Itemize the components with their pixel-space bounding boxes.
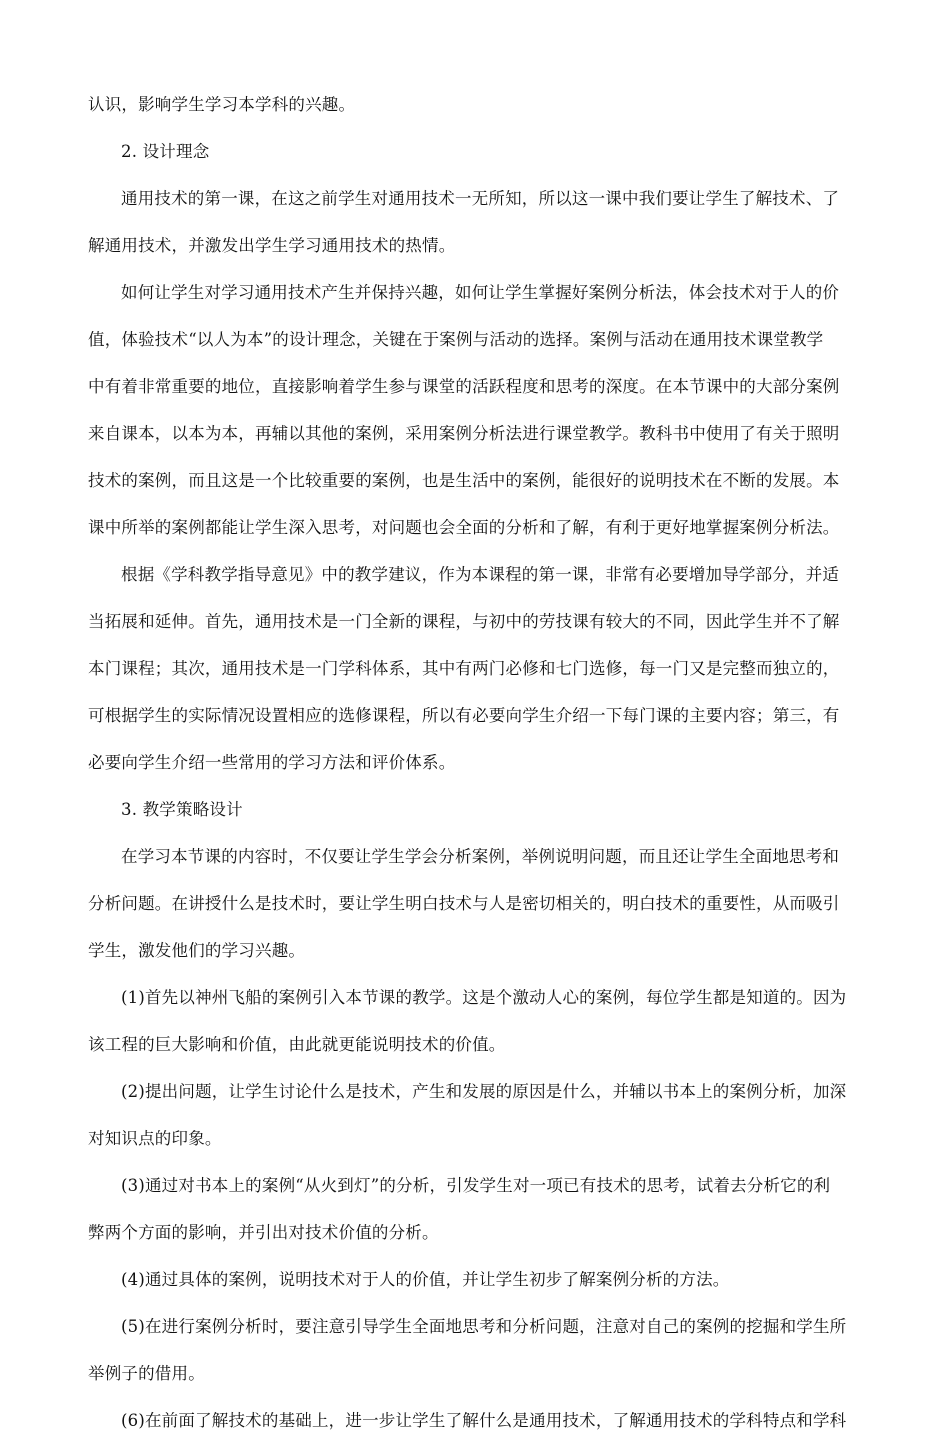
- list-item: (4)通过具体的案例，说明技术对于人的价值，并让学生初步了解案例分析的方法。: [121, 1270, 730, 1289]
- paragraph-line: 根据《学科教学指导意见》中的教学建议，作为本课程的第一课，非常有必要增加导学部分，并适: [121, 565, 840, 584]
- paragraph-line: 学生，激发他们的学习兴趣。: [88, 941, 306, 960]
- list-item: (5)在进行案例分析时，要注意引导学生全面地思考和分析问题，注意对自己的案例的挖掘和学生所: [121, 1317, 847, 1336]
- list-item: (2)提出问题，让学生讨论什么是技术，产生和发展的原因是什么，并辅以书本上的案例分析，加深: [121, 1082, 847, 1101]
- paragraph-line: 认识，影响学生学习本学科的兴趣。: [88, 95, 356, 114]
- paragraph-line: 技术的案例，而且这是一个比较重要的案例，也是生活中的案例，能很好的说明技术在不断的发展。本: [88, 471, 840, 490]
- list-item-continuation: 举例子的借用。: [88, 1364, 205, 1383]
- paragraph-line: 通用技术的第一课，在这之前学生对通用技术一无所知，所以这一课中我们要让学生了解技术、了: [121, 189, 840, 208]
- paragraph-line: 值，体验技术“以人为本”的设计理念，关键在于案例与活动的选择。案例与活动在通用技术课堂教学: [88, 330, 824, 349]
- list-item-continuation: 弊两个方面的影响，并引出对技术价值的分析。: [88, 1223, 439, 1242]
- paragraph-line: 解通用技术，并激发出学生学习通用技术的热情。: [88, 236, 456, 255]
- list-item-continuation: 对知识点的印象。: [88, 1129, 222, 1148]
- list-item: (3)通过对书本上的案例“从火到灯”的分析，引发学生对一项已有技术的思考，试着去分析它的利: [121, 1176, 831, 1195]
- list-item: (6)在前面了解技术的基础上，进一步让学生了解什么是通用技术，了解通用技术的学科特点和学科: [121, 1411, 847, 1430]
- list-item-continuation: 该工程的巨大影响和价值，由此就更能说明技术的价值。: [88, 1035, 506, 1054]
- section-heading-teaching-strategy: 3. 教学策略设计: [121, 800, 243, 819]
- paragraph-line: 课中所举的案例都能让学生深入思考，对问题也会全面的分析和了解，有利于更好地掌握案例分析法。: [88, 518, 840, 537]
- paragraph-line: 如何让学生对学习通用技术产生并保持兴趣，如何让学生掌握好案例分析法，体会技术对于人的价: [121, 283, 840, 302]
- section-heading-design-concept: 2. 设计理念: [121, 142, 210, 161]
- list-item: (1)首先以神州飞船的案例引入本节课的教学。这是个激动人心的案例，每位学生都是知道的。因为: [121, 988, 847, 1007]
- paragraph-line: 在学习本节课的内容时，不仅要让学生学会分析案例，举例说明问题，而且还让学生全面地思考和: [121, 847, 840, 866]
- paragraph-line: 来自课本，以本为本，再辅以其他的案例，采用案例分析法进行课堂教学。教科书中使用了有关于照明: [88, 424, 840, 443]
- paragraph-line: 必要向学生介绍一些常用的学习方法和评价体系。: [88, 753, 456, 772]
- paragraph-line: 中有着非常重要的地位，直接影响着学生参与课堂的活跃程度和思考的深度。在本节课中的大部分案例: [88, 377, 840, 396]
- paragraph-line: 分析问题。在讲授什么是技术时，要让学生明白技术与人是密切相关的，明白技术的重要性，从而吸引: [88, 894, 840, 913]
- paragraph-line: 本门课程；其次，通用技术是一门学科体系，其中有两门必修和七门选修，每一门又是完整而独立的，: [88, 659, 840, 678]
- paragraph-line: 可根据学生的实际情况设置相应的选修课程，所以有必要向学生介绍一下每门课的主要内容；第三，有: [88, 706, 840, 725]
- paragraph-line: 当拓展和延伸。首先，通用技术是一门全新的课程，与初中的劳技课有较大的不同，因此学生并不了解: [88, 612, 840, 631]
